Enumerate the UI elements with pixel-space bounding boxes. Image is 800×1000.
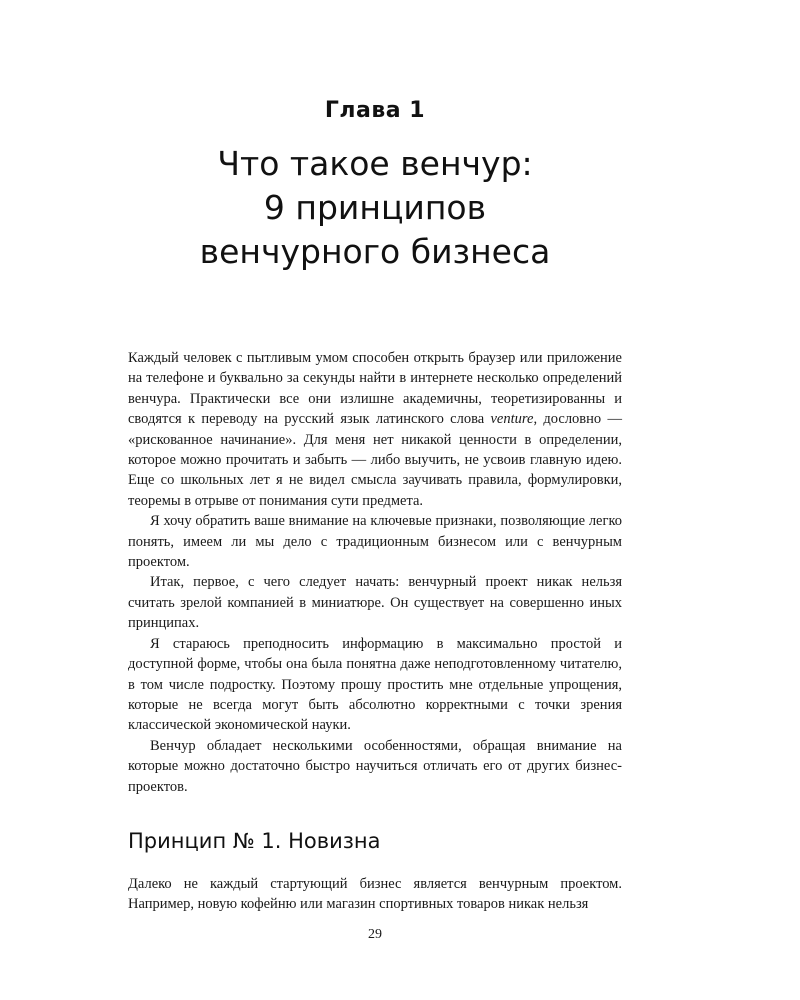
section-text [128, 874, 622, 915]
section-heading: Принцип № 1. Новизна [128, 829, 381, 853]
body-text [128, 348, 622, 797]
paragraph-text: , дословно — «рискованное начинание». Для меня нет никакой ценности в определении, которое можно прочитать и забыть — либо выучить, не усвоив главную идею. Еще со школьных лет я не видел смысла заучивать правила, формулировки, теоремы в отрыве от понимания сути предмета. [128, 411, 622, 509]
page-number: 29 [368, 927, 382, 942]
paragraph: Далеко не каждый стартующий бизнес является венчурным проектом. Например, новую кофейню или магазин спортивных товаров никак нельзя [128, 876, 622, 913]
paragraph: Я стараюсь преподносить информацию в максимально простой и доступной форме, чтобы она была понятна даже неподготовленному читателю, в том числе подростку. Поэтому прошу простить мне отдельные упрощения, которые не всегда могут быть абсолютно корректными с точки зрения классической экономической науки. [128, 635, 622, 734]
chapter-title-line: Что такое венчур: [217, 144, 533, 183]
chapter-title-line: 9 принципов [263, 188, 487, 227]
paragraph [128, 348, 622, 511]
paragraph-text: Каждый человек с пытливым умом способен открыть браузер или приложение на телефоне и буквально за секунды найти в интернете несколько определений венчура. Практически все они излишне академичны, теоретизированны и сводятся к переводу на русский язык латинского слова [128, 350, 622, 428]
chapter-title [0, 142, 750, 274]
italic-term: venture [490, 411, 534, 428]
paragraph: Я хочу обратить ваше внимание на ключевые признаки, позволяющие легко понять, имеем ли мы дело с традиционным бизнесом или с венчурным проектом. [128, 513, 622, 571]
paragraph: Итак, первое, с чего следует начать: венчурный проект никак нельзя считать зрелой компанией в миниатюре. Он существует на совершенно иных принципах. [128, 574, 622, 632]
chapter-title-line: венчурного бизнеса [199, 232, 551, 271]
chapter-label: Глава 1 [324, 98, 426, 123]
paragraph: Венчур обладает несколькими особенностями, обращая внимание на которые можно достаточно быстро научиться отличать его от других бизнес-проектов. [128, 737, 622, 795]
